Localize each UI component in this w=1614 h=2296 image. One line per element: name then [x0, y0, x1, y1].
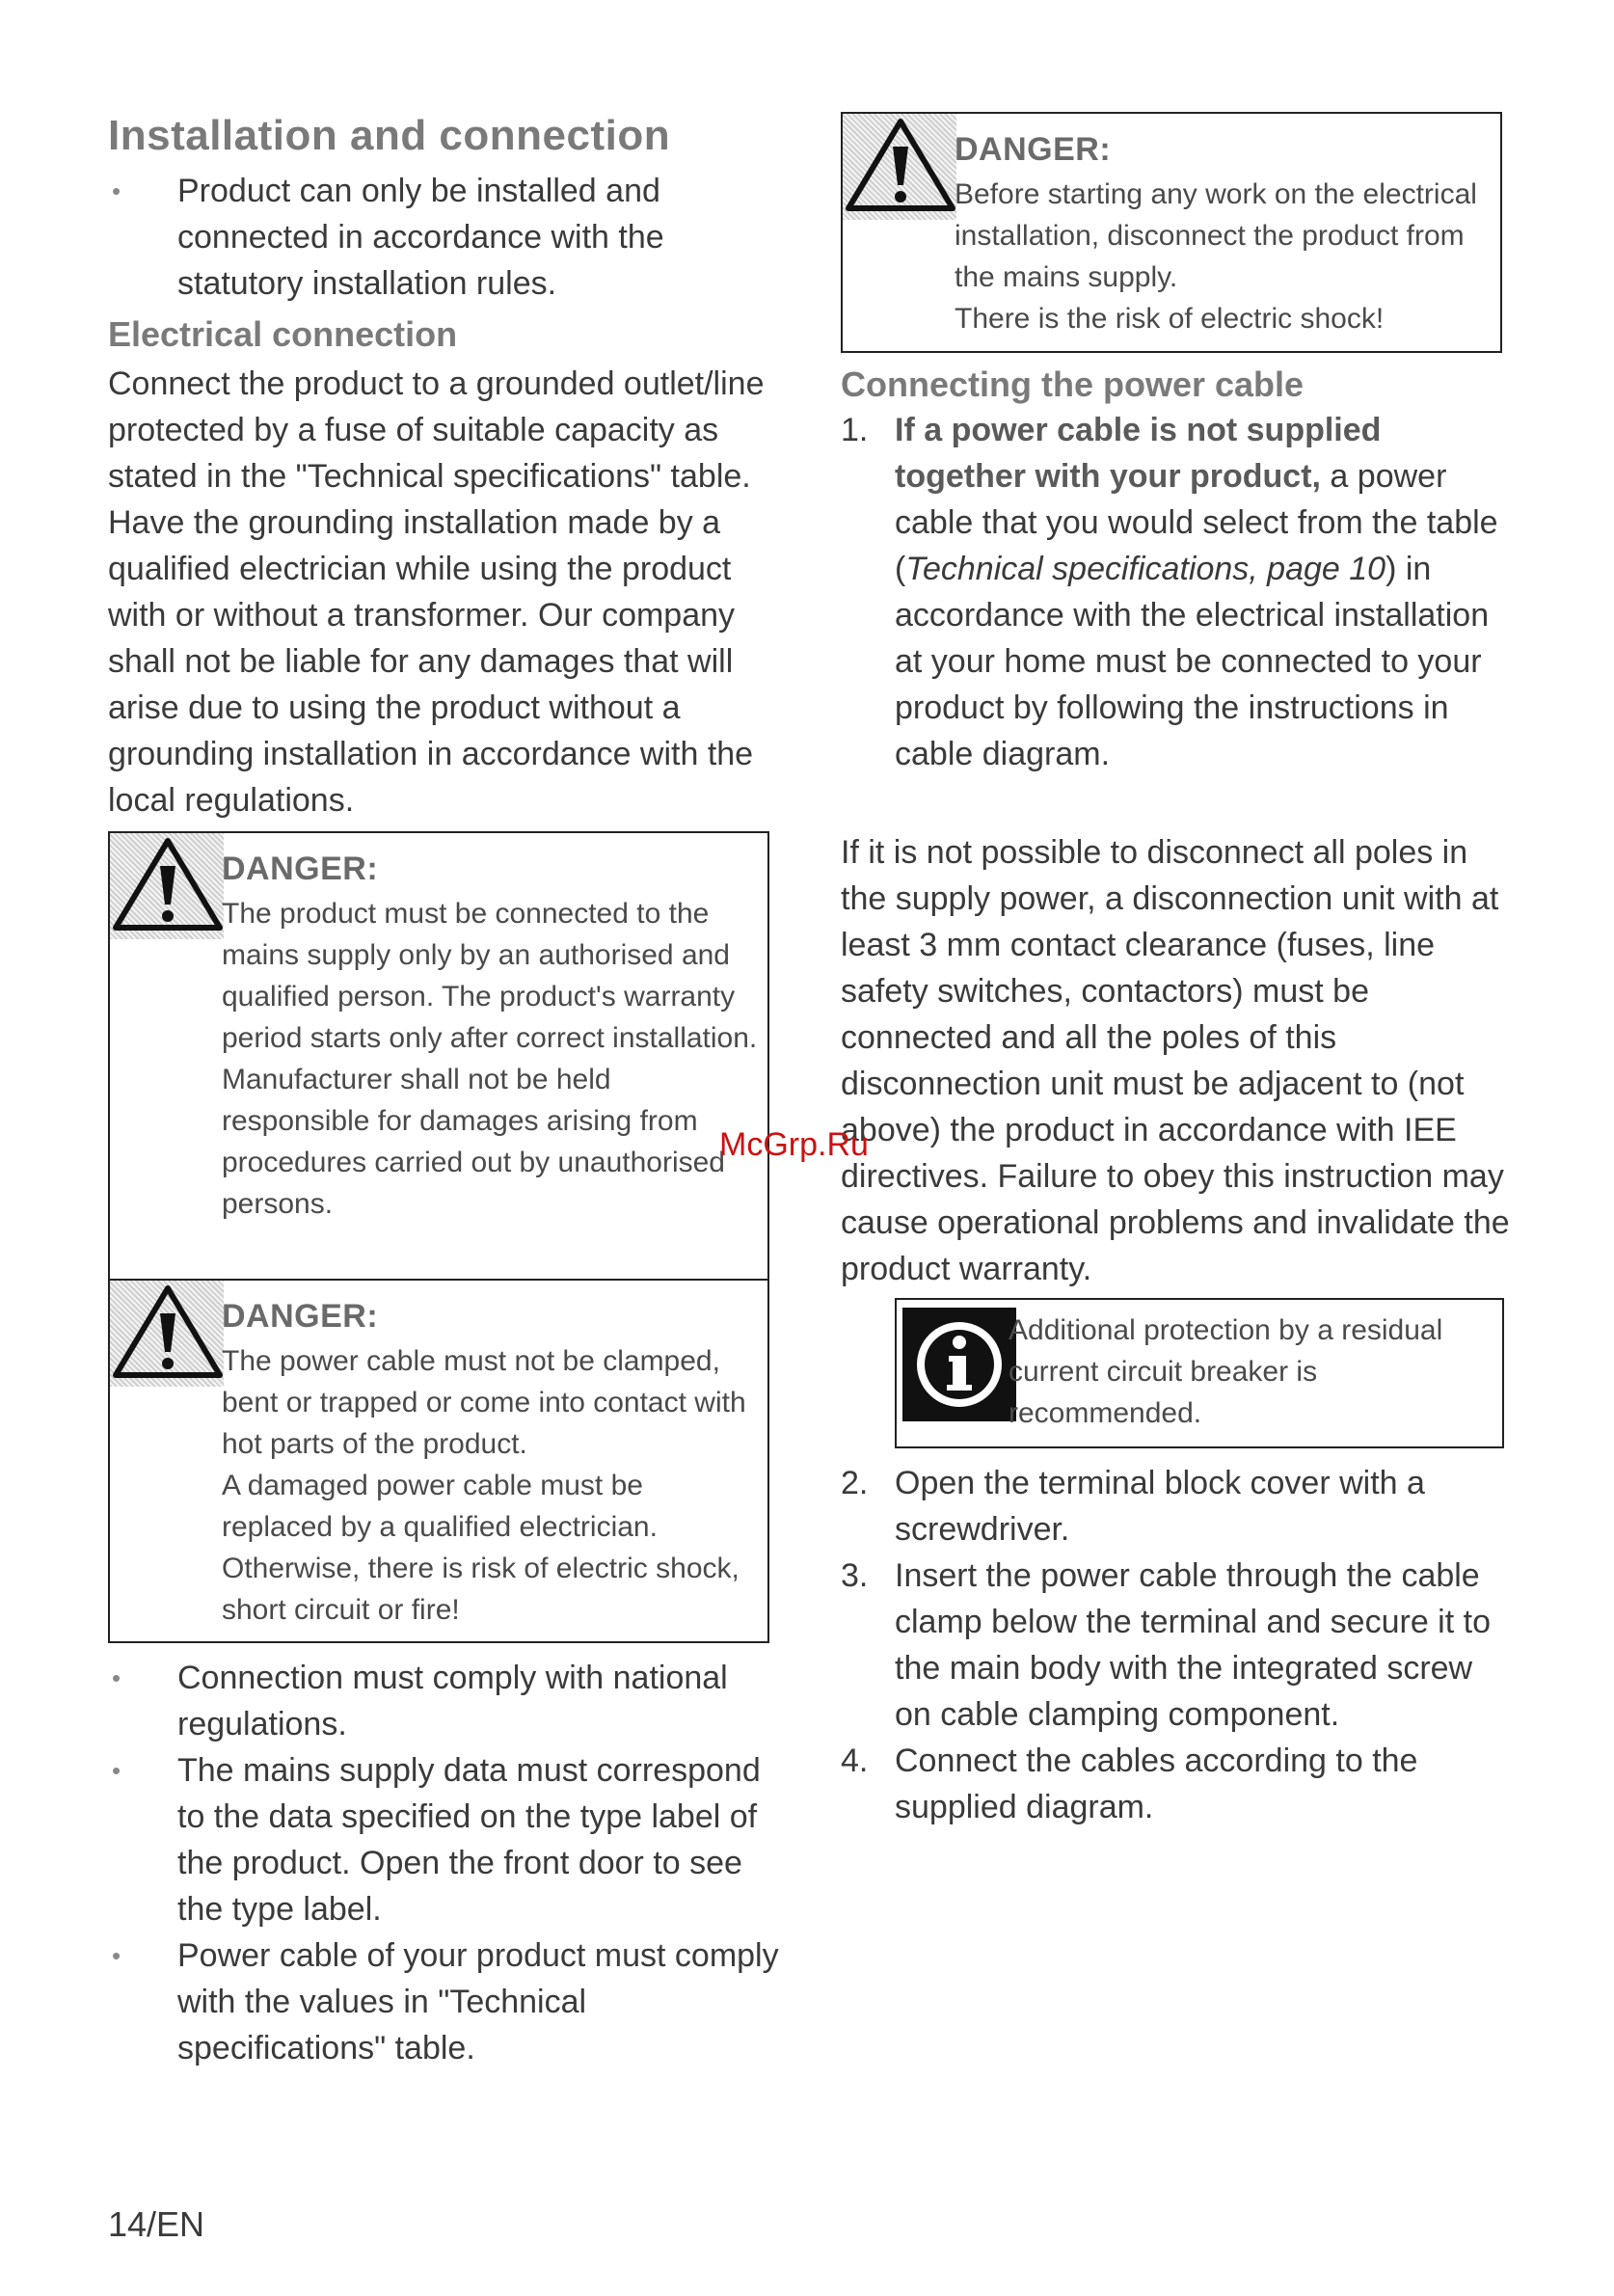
- danger-title: DANGER:: [222, 851, 379, 887]
- danger-title: DANGER:: [222, 1298, 379, 1335]
- danger-text: [222, 893, 762, 1225]
- electrical-paragraph: Connect the product to a grounded outlet/line protected by a fuse of suitable capacity as stated in the "Technical specifications" table. Have the grounding installation made by a qualified electrician while using the product with or without a transformer. Our company shall not be liable for any damages that will arise due to using the product without a grounding installation in accordance with the local regulations.: [108, 365, 765, 819]
- danger-section-1: [110, 833, 767, 1279]
- danger-title: DANGER:: [955, 131, 1112, 168]
- danger-text-part1: The power cable must not be clamped, bent or trapped or come into contact with hot parts of the product.: [222, 1345, 746, 1460]
- list-item-step: [841, 1738, 1516, 1830]
- step-number: 2.: [841, 1465, 869, 1501]
- info-icon: [902, 1308, 1016, 1421]
- list-item-step: [841, 1553, 1516, 1738]
- warning-triangle-icon: [110, 1281, 224, 1387]
- danger-text-part2: A damaged power cable must be replaced by a qualified electrician. Otherwise, there is risk of electric shock, short circuit or fire!: [222, 1470, 740, 1626]
- steps-list: [841, 1460, 1516, 1830]
- danger-section: [843, 114, 1500, 351]
- danger-text-part1: Before starting any work on the electrical installation, disconnect the product from the mains supply.: [955, 178, 1477, 293]
- info-box: [895, 1298, 1504, 1448]
- danger-text: [955, 174, 1494, 339]
- list-item-step-1: [841, 407, 1516, 777]
- step-1-reference: Technical specifications, page 10: [905, 551, 1386, 587]
- list-item: • Power cable of your product must comply with the values in "Technical specifications" table.: [108, 1932, 794, 2071]
- step-number: 4.: [841, 1742, 869, 1779]
- step-1-list: [841, 407, 1516, 777]
- step-text: Insert the power cable through the cable clamp below the terminal and secure it to the main body with the integrated screw on cable clamping component.: [895, 1557, 1491, 1733]
- list-item: • The mains supply data must correspond to the data specified on the type label of the product. Open the front door to see the type label.: [108, 1747, 794, 1932]
- intro-list: [108, 168, 794, 307]
- requirements-list: [108, 1655, 794, 2071]
- list-item-step: [841, 1460, 1516, 1553]
- step-text: Open the terminal block cover with a screwdriver.: [895, 1465, 1425, 1548]
- danger-box-right: [841, 112, 1502, 353]
- danger-box-left: [108, 831, 769, 1643]
- watermark: McGrp.Ru: [719, 1126, 869, 1163]
- subheading-electrical: Electrical connection: [108, 314, 458, 354]
- page-number: 14/EN: [108, 2204, 205, 2244]
- disconnection-paragraph: If it is not possible to disconnect all poles in the supply power, a disconnection unit with at least 3 mm contact clearance (fuses, line safety switches, contactors) must be connected and all the poles of this disconnection unit must be adjacent to (not above) the product in accordance with IEE directives. Failure to obey this instruction may cause operational problems and invalidate the product warranty.: [841, 834, 1510, 1287]
- info-text: Additional protection by a residual current circuit breaker is recommended.: [1009, 1314, 1443, 1429]
- step-number: 1.: [841, 412, 869, 448]
- warning-triangle-icon: [110, 833, 224, 939]
- warning-triangle-icon: [843, 114, 956, 220]
- step-number: 3.: [841, 1557, 869, 1594]
- section-heading: Installation and connection: [108, 112, 671, 159]
- step-1-text-b: ) in accordance with the electrical installation at your home must be connected to your product by following the instructions in cable diagram.: [895, 551, 1490, 772]
- danger-text: [222, 1340, 762, 1631]
- subheading-power-cable: Connecting the power cable: [841, 365, 1305, 404]
- list-item: • Connection must comply with national regulations.: [108, 1655, 794, 1747]
- danger-text-part1: The product must be connected to the mains supply only by an authorised and qualified person. The product's warranty period starts only after correct installation.: [222, 898, 758, 1054]
- list-item: • Product can only be installed and connected in accordance with the statutory installation rules.: [108, 168, 794, 307]
- step-1-text-a: a power cable that you would select from the table (: [895, 458, 1498, 587]
- danger-text-part2: There is the risk of electric shock!: [955, 303, 1385, 335]
- step-text: Connect the cables according to the supplied diagram.: [895, 1742, 1418, 1825]
- danger-text-part2: Manufacturer shall not be held responsible for damages arising from procedures carried out by unauthorised persons.: [222, 1064, 725, 1220]
- danger-section-2: [110, 1279, 767, 1641]
- step-1-bold: If a power cable is not supplied together with your product,: [895, 412, 1382, 495]
